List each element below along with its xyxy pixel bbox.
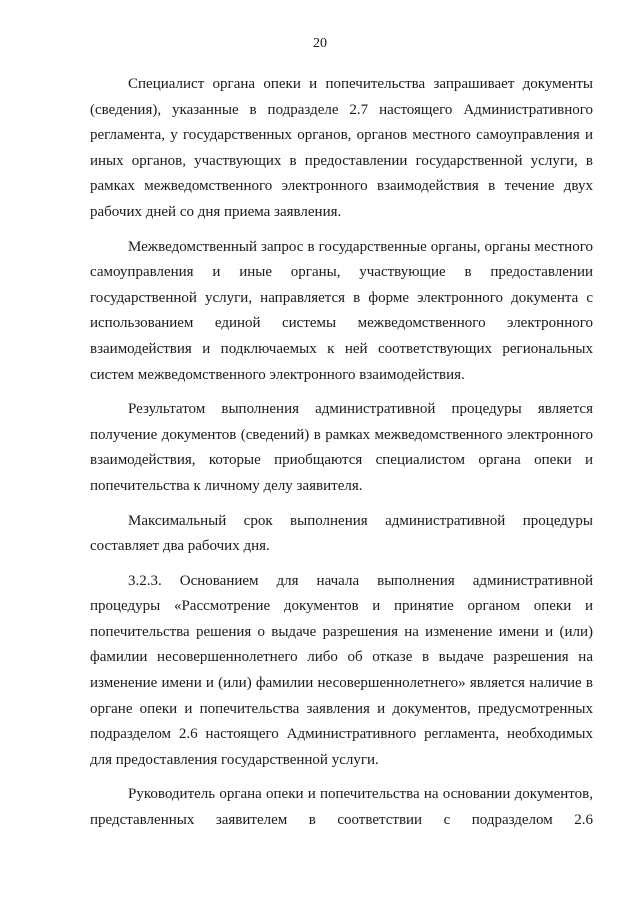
paragraph-section-3-2-3: 3.2.3. Основанием для начала выполнения административной процедуры «Рассмотрение документов и принятие органом опеки и попечительства решения о выдаче разрешения на изменение имени и (или) фамилии несовершеннолетнего либо об отказе в выдаче разрешения на изменение имени и (или) фамилии несовершеннолетнего» является наличие в органе опеки и попечительства заявления и документов, предусмотренных подразделом 2.6 настоящего Административного регламента, необходимых для предоставления государственной услуги.	[90, 572, 593, 768]
paragraph-max-duration: Максимальный срок выполнения административной процедуры составляет два рабочих дня.	[90, 512, 593, 555]
document-body	[90, 72, 593, 843]
paragraph-interagency-request-form: Межведомственный запрос в государственные органы, органы местного самоуправления и иные органы, участвующие в предоставлении государственной услуги, направляется в форме электронного документа с использованием единой системы межведомственного электронного взаимодействия и подключаемых к ней соответствующих региональных систем межведомственного электронного взаимодействия.	[90, 238, 593, 383]
page-number: 20	[313, 36, 327, 51]
paragraph-procedure-result: Результатом выполнения административной процедуры является получение документов (сведений) в рамках межведомственного электронного взаимодействия, которые приобщаются специалистом органа опеки и попечительства к личному делу заявителя.	[90, 401, 593, 494]
paragraph-interagency-request-specialist: Специалист органа опеки и попечительства запрашивает документы (сведения), указанные в подразделе 2.7 настоящего Административного регламента, у государственных органов, органов местного самоуправления и иных органов, участвующих в предоставлении государственной услуги, в рамках межведомственного электронного взаимодействия в течение двух рабочих дней со дня приема заявления.	[90, 76, 593, 220]
paragraph-guardianship-head: Руководитель органа опеки и попечительства на основании документов, представленных заявителем в соответствии с подразделом 2.6	[90, 786, 593, 829]
